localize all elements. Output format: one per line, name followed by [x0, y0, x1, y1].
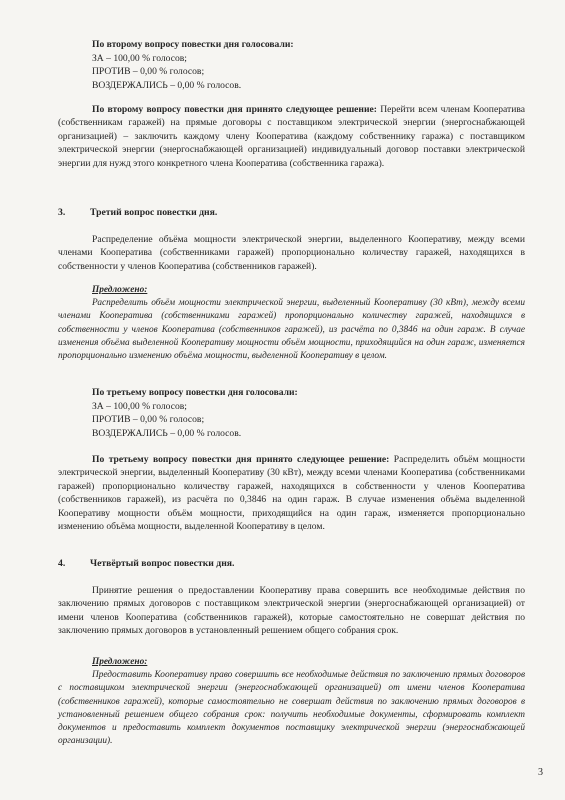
q4-proposed	[58, 656, 525, 748]
q3-body	[58, 233, 525, 273]
q2-decision	[58, 103, 525, 170]
q3-vote-for: ЗА – 100,00 % голосов;	[92, 400, 187, 412]
q3-vote-abstain: ВОЗДЕРЖАЛИСЬ – 0,00 % голосов.	[92, 427, 242, 439]
q3-proposed	[58, 284, 525, 363]
q2-votes	[92, 38, 525, 92]
q3-heading	[58, 207, 565, 218]
q3-proposed-text: Распределить объём мощности электрической энергии, выделенный Кооперативу (30 кВт), между всеми членами Кооператива (собственниками гаражей) пропорционально количеству гаражей, находящихся в собственности у членов Кооператива (собственников гаражей), из расчёта по 0,3846 на один гараж. В случае изменения объёма выделенной Кооперативу мощности объём мощности, приходящийся на один гараж, изменяется пропорционально изменению объёма мощности, выделенной Кооперативу в целом.	[58, 298, 525, 362]
q2-decision-heading: По второму вопросу повестки дня принято следующее решение:	[92, 104, 377, 115]
q4-proposed-label: Предложено:	[92, 657, 148, 667]
q2-voted-heading: По второму вопросу повестки дня голосовали:	[92, 39, 294, 50]
q4-heading	[58, 558, 565, 569]
q3-vote-against: ПРОТИВ – 0,00 % голосов;	[92, 414, 205, 426]
q3-voted-heading: По третьему вопросу повестки дня голосовали:	[92, 387, 298, 398]
q4-body	[58, 584, 525, 638]
q2-vote-abstain: ВОЗДЕРЖАЛИСЬ – 0,00 % голосов.	[92, 79, 242, 91]
q3-proposed-label: Предложено:	[92, 285, 148, 295]
q4-title: Четвёртый вопрос повестки дня.	[90, 558, 235, 569]
q3-body-text: Распределение объёма мощности электрической энергии, выделенного Кооперативу, между всеми членами Кооператива (собственниками гаражей) пропорционально количеству гаражей, находящихся в собственности у членов Кооператива (собственников гаражей).	[58, 234, 525, 272]
q2-vote-against: ПРОТИВ – 0,00 % голосов;	[92, 66, 205, 78]
q2-decision-text: Перейти всем членам Кооператива (собственникам гаражей) на прямые договоры с поставщиком электрической энергии (энергоснабжающей организацией) – заключить каждому члену Кооператива (каждому собственнику гаража) с поставщиком электрической энергии (энергоснабжающей организацией) индивидуальный договор поставки электрической энергии для нужд этого конкретного члена Кооператива (собственника гаража).	[58, 104, 525, 169]
q3-votes	[92, 386, 525, 440]
q4-body-text: Принятие решения о предоставлении Кооперативу права совершить все необходимые действия по заключению прямых договоров с поставщиком электрической энергии (энергоснабжающей организацией) от имени членов Кооператива (собственников гаражей), которые самостоятельно не совершат действия по заключению прямых договоров в установленный решением общего собрания срок.	[58, 585, 525, 637]
q3-title: Третий вопрос повестки дня.	[90, 207, 218, 218]
page-number: 3	[538, 767, 543, 778]
q4-proposed-text: Предоставить Кооперативу право совершить все необходимые действия по заключению прямых договоров с поставщиком электрической энергии (энергоснабжающей организацией) от имени членов Кооператива (собственников гаражей), которые самостоятельно не совершат действия по заключению прямых договоров в установленный решением общего собрания срок: получить необходимые документы, сформировать комплект документов и предоставить комплект документов поставщику электрической энергии (энергоснабжающей организации).	[58, 670, 525, 747]
q2-vote-for: ЗА – 100,00 % голосов;	[92, 52, 187, 64]
q3-decision-heading: По третьему вопросу повестки дня принято следующее решение:	[92, 454, 390, 465]
q3-decision-text: Распределить объём мощности электрической энергии, выделенный Кооперативу (30 кВт), между всеми членами Кооператива (собственниками гаражей) пропорционально количеству гаражей, находящихся в собственности у членов Кооператива (собственников гаражей), из расчёта по 0,3846 на один гараж. В случае изменения объёма выделенной Кооперативу мощности объём мощности, приходящийся на один гараж, изменяется пропорционально изменению объёма мощности, выделенной Кооперативу в целом.	[58, 454, 525, 533]
q3-decision	[58, 453, 525, 533]
q3-number: 3.	[58, 207, 66, 218]
q4-number: 4.	[58, 558, 66, 569]
